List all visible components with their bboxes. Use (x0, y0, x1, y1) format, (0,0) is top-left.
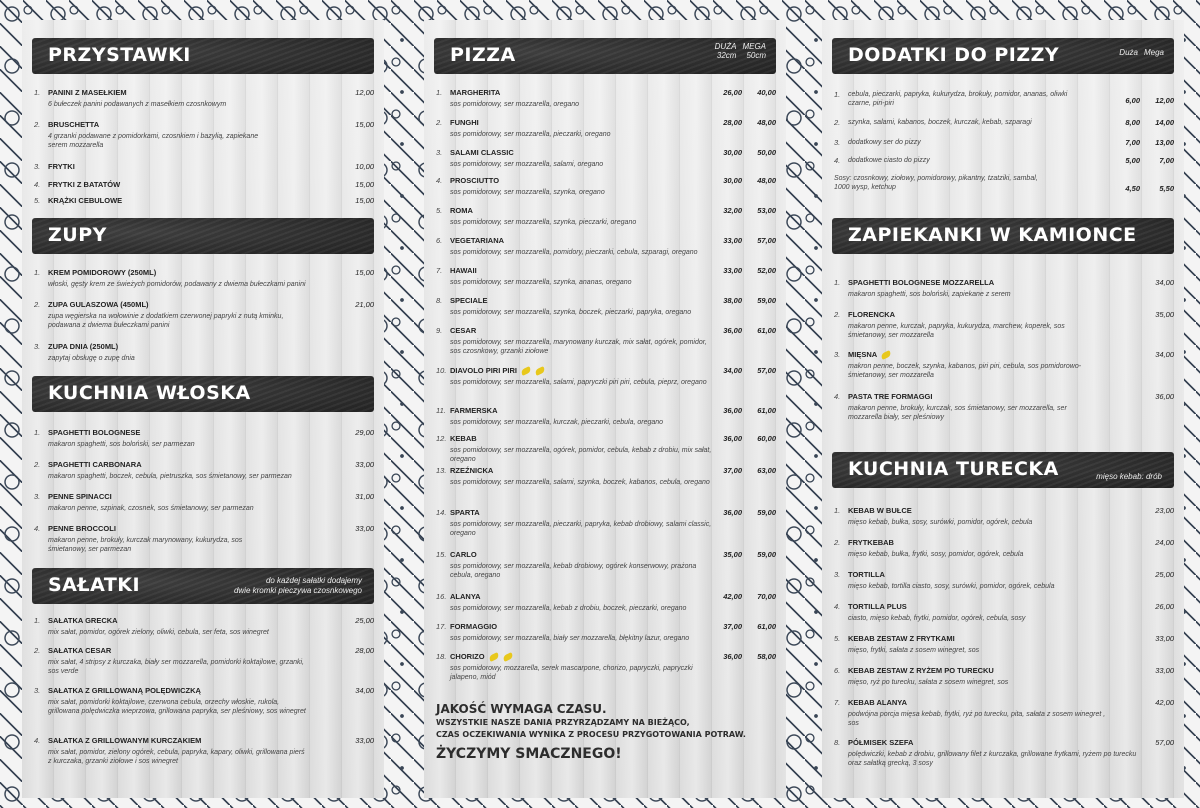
item-description: dodatkowe ciasto do pizzy (848, 157, 930, 164)
item-name: PASTA TRE FORMAGGI (848, 392, 933, 401)
size-label: Mega (1143, 48, 1164, 57)
section-title: KUCHNIA TURECKA (848, 458, 1059, 480)
item-price: 35,00 (1155, 310, 1174, 319)
price-mega: 53,00 (757, 206, 776, 215)
item-name-text: DIAVOLO PIRI PIRI (450, 366, 517, 375)
item-number: 6. (834, 666, 841, 675)
item-description: makron penne, boczek, szynka, kabanos, piri piri, cebula, sos pomidorowo-śmietanowy, ser mozzarella (848, 363, 1082, 379)
item-number: 2. (436, 118, 443, 127)
item-name-text: PROSCIUTTO (450, 176, 500, 185)
footer-slogan: ŻYCZYMY SMACZNEGO! (436, 746, 622, 762)
menu-panel-right (822, 20, 1184, 798)
item-name (450, 326, 476, 335)
item-description: sos pomidorowy, ser mozzarella, pieczarki, papryka, kebab drobiowy, salami classic, oregano (450, 521, 712, 537)
item-name-text: CESAR (450, 326, 477, 335)
item-price: 25,00 (355, 616, 374, 625)
item-name-text: MIĘSNA (848, 350, 878, 359)
item-number: 5. (34, 196, 41, 205)
item-number: 3. (34, 492, 41, 501)
item-price: 57,00 (1155, 738, 1174, 747)
item-name: ZUPA GULASZOWA (450ML) (48, 300, 149, 309)
section-header-kuchnia-wloska (32, 376, 374, 412)
item-description: sos pomidorowy, ser mozzarella, pomidory, pieczarki, cebula, szparagi, oregano (450, 249, 698, 256)
price-large: 35,00 (723, 550, 742, 559)
item-name (450, 406, 498, 415)
price-mega: 63,00 (757, 466, 776, 475)
item-description: makaron penne, brokuły, kurczak, sos śmietanowy, ser mozzarella, ser mozzarella biały, ser pleśniowy (848, 405, 1067, 421)
item-description: makaron penne, brokuły, kurczak marynowany, kukurydza, sos śmietanowy, ser parmezan (48, 537, 243, 553)
price-large: 37,00 (723, 622, 742, 631)
item-price: 34,00 (1155, 278, 1174, 287)
item-description: mix sałat, pomidor, ogórek zielony, oliwki, cebula, ser feta, sos winegret (48, 629, 269, 636)
item-name: PENNE BROCCOLI (48, 524, 116, 533)
price-mega: 52,00 (757, 266, 776, 275)
item-number: 1. (834, 90, 841, 99)
item-number: 1. (834, 506, 841, 515)
price-large: 36,00 (723, 326, 742, 335)
price-large: 33,00 (723, 236, 742, 245)
item-price: 15,00 (355, 180, 374, 189)
item-name (450, 266, 477, 275)
item-number: 11. (436, 406, 446, 415)
item-number: 3. (34, 162, 41, 171)
item-name-text: CHORIZO (450, 652, 485, 661)
price-mega: 7,00 (1159, 156, 1174, 165)
section-note: mięso kebab: drób (1096, 472, 1162, 481)
section-header-pizza (434, 38, 776, 74)
item-price: 42,00 (1155, 698, 1174, 707)
price-large: 30,00 (723, 148, 742, 157)
price-mega: 61,00 (757, 326, 776, 335)
item-name-text: FORMAGGIO (450, 622, 498, 631)
item-description: sos pomidorowy, ser mozzarella, salami, papryczki piri piri, cebula, pieprz, oregano (450, 379, 707, 386)
item-description: podwójna porcja mięsa kebab, frytki, ryż po turecku, pita, sałata z sosem winegret , sos (848, 711, 1106, 727)
item-name (450, 466, 493, 475)
item-description: zapytaj obsługę o zupę dnia (48, 355, 135, 362)
item-number: 5. (834, 634, 841, 643)
price-mega: 14,00 (1155, 118, 1174, 127)
size-label: MEGA (742, 42, 766, 51)
item-price: 29,00 (355, 428, 374, 437)
item-number: 4. (834, 156, 841, 165)
item-name: KEBAB ALANYA (848, 698, 908, 707)
size-label: Duża (1119, 48, 1138, 57)
item-description: sos pomidorowy, ser mozzarella, ogórek, pomidor, cebula, kebab z drobiu, mix sałat, oregano (450, 447, 712, 463)
item-number: 3. (34, 686, 41, 695)
item-name: FRYTKI Z BATATÓW (48, 180, 121, 189)
item-description: 4 grzanki podawane z pomidorkami, czosnkiem i bazylią, zapiekane serem mozzarella (48, 133, 259, 149)
item-number: 1. (34, 268, 41, 277)
item-description: ciasto, mięso kebab, frytki, pomidor, ogórek, cebula, sosy (848, 615, 1026, 622)
item-number: 14. (436, 508, 447, 517)
item-price: 21,00 (355, 300, 374, 309)
item-description: sos pomidorowy, ser mozzarella, szynka, ananas, oregano (450, 279, 632, 286)
item-name: PENNE SPINACCI (48, 492, 112, 501)
price-mega: 40,00 (757, 88, 776, 97)
item-name (848, 350, 891, 359)
section-title: PRZYSTAWKI (48, 44, 191, 66)
item-description: włoski, gęsty krem ze świeżych pomidorów, podawany z dwiema bułeczkami panini (48, 281, 306, 288)
item-name: FRYTKI (48, 162, 75, 171)
chili-icon (534, 366, 546, 376)
item-number: 3. (34, 342, 41, 351)
item-price: 33,00 (355, 524, 374, 533)
item-price: 28,00 (355, 646, 374, 655)
section-header-przystawki (32, 38, 374, 74)
item-description: sos pomidorowy, ser mozzarella, kurczak, pieczarki, cebula, oregano (450, 419, 664, 426)
item-description: sos pomidorowy, ser mozzarella, marynowany kurczak, mix sałat, ogórek, pomidor, sos czosnkowy, grzanki ziołowe (450, 339, 707, 355)
item-name (450, 592, 481, 601)
item-number: 2. (34, 460, 41, 469)
price-large: 8,00 (1125, 118, 1140, 127)
item-name: SAŁATKA Z GRILLOWANYM KURCZAKIEM (48, 736, 202, 745)
price-mega: 57,00 (757, 366, 776, 375)
item-description: sos pomidorowy, ser mozzarella, biały ser mozzarella, błękitny lazur, oregano (450, 635, 690, 642)
menu-panel-left (22, 20, 384, 798)
item-name-text: CARLO (450, 550, 477, 559)
price-large: 38,00 (723, 296, 742, 305)
item-number: 1. (436, 88, 443, 97)
item-name: ZUPA DNIA (250ML) (48, 342, 119, 351)
price-large: 5,00 (1125, 156, 1140, 165)
price-large: 26,00 (723, 88, 742, 97)
item-price: 33,00 (1155, 666, 1174, 675)
section-title: KUCHNIA WŁOSKA (48, 382, 251, 404)
sauces-description: Sosy: czosnkowy, ziołowy, pomidorowy, pikantny, tzatziki, sambal, 1000 wysp, ketchup (834, 175, 1038, 191)
item-number: 7. (834, 698, 841, 707)
item-description: dodatkowy ser do pizzy (848, 139, 921, 146)
item-name-text: FUNGHI (450, 118, 479, 127)
item-price: 34,00 (1155, 350, 1174, 359)
price-mega: 12,00 (1155, 96, 1174, 105)
item-number: 6. (436, 236, 443, 245)
item-description: mix sałat, pomidorki koktajlowe, czerwona cebula, orzechy włoskie, rukola, grillowana polędwiczka wieprzowa, grillowana papryka, ser pleśniowy, sos winegret (48, 699, 306, 715)
item-name: SPAGHETTI BOLOGNESE (48, 428, 141, 437)
footer-line: WSZYSTKIE NASZE DANIA PRZYRZĄDZAMY NA BIEŻĄCO, (436, 718, 690, 727)
item-name: BRUSCHETTA (48, 120, 100, 129)
price-mega: 59,00 (757, 508, 776, 517)
price-mega: 48,00 (757, 176, 776, 185)
chili-icon (880, 350, 892, 360)
item-name: SAŁATKA CESAR (48, 646, 112, 655)
item-name: KEBAB ZESTAW Z RYŻEM PO TURECKU (848, 666, 994, 675)
price-large: 36,00 (723, 508, 742, 517)
item-description: mięso kebab, bułka, frytki, sosy, pomidor, ogórek, cebula (848, 551, 1024, 558)
item-name (450, 236, 504, 245)
item-name: SAŁATKA GRECKA (48, 616, 118, 625)
price-large: 32,00 (723, 206, 742, 215)
item-number: 3. (834, 350, 841, 359)
item-number: 4. (34, 736, 41, 745)
price-mega: 58,00 (757, 652, 776, 661)
item-price: 25,00 (1155, 570, 1174, 579)
item-name: PANINI Z MASEŁKIEM (48, 88, 127, 97)
item-description: sos pomidorowy, ser mozzarella, kebab drobiowy, ogórek konserwowy, prażona cebula, oregano (450, 563, 697, 579)
item-name (450, 434, 477, 443)
item-name (450, 550, 477, 559)
item-name (450, 366, 545, 375)
item-description: makaron spaghetti, boczek, cebula, pietruszka, sos śmietanowy, ser parmezan (48, 473, 292, 480)
item-price: 23,00 (1155, 506, 1174, 515)
item-price: 10,00 (355, 162, 374, 171)
item-price: 33,00 (1155, 634, 1174, 643)
item-number: 16. (436, 592, 447, 601)
item-name: SPAGHETTI CARBONARA (48, 460, 142, 469)
price-mega: 13,00 (1155, 138, 1174, 147)
item-number: 4. (834, 602, 841, 611)
footer-headline: JAKOŚĆ WYMAGA CZASU. (436, 702, 607, 716)
price-large: 42,00 (723, 592, 742, 601)
section-header-zapiekanki (832, 218, 1174, 254)
item-number: 12. (436, 434, 447, 443)
item-number: 1. (834, 278, 841, 287)
size-header (1119, 48, 1164, 57)
section-header-zupy (32, 218, 374, 254)
note-line: do każdej sałatki dodajemy (265, 576, 362, 585)
item-description: mix sałat, 4 stripsy z kurczaka, biały ser mozzarella, pomidorki koktajlowe, grzanki, sos verde (48, 659, 304, 675)
note-line: dwie kromki pieczywa czosnkowego (233, 586, 362, 595)
section-header-kuchnia-turecka (832, 452, 1174, 488)
item-name: KREM POMIDOROWY (250ML) (48, 268, 157, 277)
price-large: 36,00 (723, 652, 742, 661)
item-description: sos pomidorowy, ser mozzarella, salami, oregano (450, 161, 604, 168)
item-number: 8. (436, 296, 443, 305)
price-mega: 48,00 (757, 118, 776, 127)
item-number: 10. (436, 366, 447, 375)
price-large: 34,00 (723, 366, 742, 375)
item-description: mięso kebab, tortilla ciasto, sosy, surówki, pomidor, ogórek, cebula (848, 583, 1055, 590)
item-price: 24,00 (1155, 538, 1174, 547)
item-number: 4. (436, 176, 443, 185)
item-name: KEBAB ZESTAW Z FRYTKAMI (848, 634, 955, 643)
item-description: zupa węgierska na wołowinie z dodatkiem czerwonej papryki z nutą kminku, podawana z dwiema bułeczkami panini (48, 313, 284, 329)
item-number: 1. (34, 428, 41, 437)
item-name-text: RZEŹNICKA (450, 466, 494, 475)
section-title: ZUPY (48, 224, 107, 246)
item-number: 17. (436, 622, 447, 631)
item-price: 33,00 (355, 736, 374, 745)
item-number: 3. (834, 570, 841, 579)
footer-line: CZAS OCZEKIWANIA WYNIKA Z PROCESU PRZYGOTOWANIA POTRAW. (436, 730, 746, 739)
item-name (450, 508, 480, 517)
item-name: PÓŁMISEK SZEFA (848, 738, 914, 747)
item-name (450, 652, 513, 661)
item-name-text: KEBAB (450, 434, 477, 443)
item-name-text: FARMERSKA (450, 406, 498, 415)
item-description: szynka, salami, kabanos, boczek, kurczak, kebab, szparagi (848, 119, 1032, 126)
item-number: 8. (834, 738, 841, 747)
item-description: makaron spaghetti, sos boloński, zapiekane z serem (848, 291, 1011, 298)
item-name-text: VEGETARIANA (450, 236, 505, 245)
item-name-text: MARGHERITA (450, 88, 501, 97)
item-price: 15,00 (355, 196, 374, 205)
price-large: 30,00 (723, 176, 742, 185)
item-number: 5. (436, 206, 443, 215)
price-large: 33,00 (723, 266, 742, 275)
section-title: ZAPIEKANKI W KAMIONCE (848, 224, 1137, 246)
item-name (450, 296, 488, 305)
section-header-salatki (32, 568, 374, 604)
price-mega: 60,00 (757, 434, 776, 443)
item-name (450, 88, 500, 97)
item-number: 9. (436, 326, 443, 335)
item-number: 3. (436, 148, 443, 157)
item-number: 7. (436, 266, 443, 275)
section-title: SAŁATKI (48, 574, 141, 596)
item-name-text: ALANYA (450, 592, 481, 601)
chili-icon (488, 652, 500, 662)
item-name (450, 622, 497, 631)
item-description: cebula, pieczarki, papryka, kukurydza, brokuły, pomidor, ananas, oliwki czarne, piri-piri (848, 91, 1068, 107)
item-description: makaron spaghetti, sos boloński, ser parmezan (48, 441, 195, 448)
item-name: SAŁATKA Z GRILLOWANĄ POLĘDWICZKĄ (48, 686, 201, 695)
item-number: 4. (834, 392, 841, 401)
item-name: FRYTKEBAB (848, 538, 894, 547)
item-price: 36,00 (1155, 392, 1174, 401)
item-description: mięso, ryż po turecku, sałata z sosem winegret, sos (848, 679, 1009, 686)
item-number: 2. (834, 118, 841, 127)
item-name (450, 176, 499, 185)
price-mega: 70,00 (757, 592, 776, 601)
price-mega: 5,50 (1159, 184, 1174, 193)
item-number: 4. (34, 180, 41, 189)
item-number: 15. (436, 550, 447, 559)
size-label: DUŻA (714, 42, 737, 51)
item-price: 31,00 (355, 492, 374, 501)
item-name-text: SALAMI CLASSIC (450, 148, 514, 157)
item-description: polędwiczki, kebab z drobiu, grillowany filet z kurczaka, grillowane frytkami, ryżem po turecku oraz sałatką grecką, 3 sosy (848, 751, 1137, 767)
size-cm: 50cm (746, 51, 766, 60)
item-name-text: HAWAII (450, 266, 477, 275)
item-name-text: ROMA (450, 206, 473, 215)
item-description: sos pomidorowy, ser mozzarella, szynka, oregano (450, 189, 605, 196)
item-description: makaron penne, szpinak, czosnek, sos śmietanowy, ser parmezan (48, 505, 254, 512)
item-number: 13. (436, 466, 447, 475)
item-number: 1. (34, 88, 41, 97)
item-name (450, 118, 479, 127)
item-description: sos pomidorowy, ser mozzarella, salami, szynka, boczek, kabanos, cebula, oregano (450, 479, 710, 486)
item-number: 1. (34, 616, 41, 625)
section-note (234, 576, 362, 596)
item-description: sos pomidorowy, ser mozzarella, kebab z drobiu, boczek, pieczarki, oregano (450, 605, 687, 612)
item-name: TORTILLA PLUS (848, 602, 907, 611)
price-large: 36,00 (723, 434, 742, 443)
item-number: 18. (436, 652, 447, 661)
item-name (450, 148, 514, 157)
price-large: 7,00 (1125, 138, 1140, 147)
item-name: KEBAB W BUŁCE (848, 506, 912, 515)
price-large: 28,00 (723, 118, 742, 127)
item-price: 15,00 (355, 268, 374, 277)
price-large: 36,00 (723, 406, 742, 415)
item-description: sos pomidorowy, ser mozzarella, szynka, boczek, pieczarki, papryka, oregano (450, 309, 692, 316)
item-number: 2. (34, 300, 41, 309)
chili-icon (502, 652, 514, 662)
item-name: TORTILLA (848, 570, 885, 579)
item-name (450, 206, 473, 215)
price-large: 4,50 (1125, 184, 1140, 193)
price-mega: 61,00 (757, 622, 776, 631)
size-header (715, 42, 766, 60)
item-price: 12,00 (355, 88, 374, 97)
item-number: 2. (34, 646, 41, 655)
price-large: 37,00 (723, 466, 742, 475)
item-name: FLORENCKA (848, 310, 896, 319)
item-number: 2. (834, 310, 841, 319)
section-title: PIZZA (450, 44, 516, 66)
item-description: mięso kebab, bułka, sosy, surówki, pomidor, ogórek, cebula (848, 519, 1033, 526)
price-large: 6,00 (1125, 96, 1140, 105)
item-number: 2. (34, 120, 41, 129)
chili-icon (520, 366, 532, 376)
price-mega: 57,00 (757, 236, 776, 245)
price-mega: 59,00 (757, 550, 776, 559)
item-name-text: SPECIALE (450, 296, 488, 305)
item-description: sos pomidorowy, ser mozzarella, oregano (450, 101, 580, 108)
price-mega: 50,00 (757, 148, 776, 157)
price-mega: 61,00 (757, 406, 776, 415)
item-description: sos pomidorowy, ser mozzarella, pieczarki, oregano (450, 131, 611, 138)
item-number: 4. (34, 524, 41, 533)
item-description: mięso, frytki, sałata z sosem winegret, sos (848, 647, 980, 654)
item-description: 6 bułeczek panini podawanych z masełkiem czosnkowym (48, 101, 227, 108)
section-title: DODATKI DO PIZZY (848, 44, 1060, 66)
section-header-dodatki (832, 38, 1174, 74)
item-description: makaron penne, kurczak, papryka, kukurydza, marchew, koperek, sos śmietanowy, ser mozzarella (848, 323, 1065, 339)
item-number: 3. (834, 138, 841, 147)
item-price: 33,00 (355, 460, 374, 469)
item-description: sos pomidorowy, mozzarella, serek mascarpone, chorizo, papryczki, papryczki jalapeno, miód (450, 665, 693, 681)
item-price: 26,00 (1155, 602, 1174, 611)
item-name: SPAGHETTI BOLOGNESE MOZZARELLA (848, 278, 995, 287)
item-price: 34,00 (355, 686, 374, 695)
item-number: 2. (834, 538, 841, 547)
menu-panel-pizza (424, 20, 786, 798)
size-cm: 32cm (716, 51, 737, 60)
price-mega: 59,00 (757, 296, 776, 305)
item-name: KRĄŻKI CEBULOWE (48, 196, 123, 205)
item-price: 15,00 (355, 120, 374, 129)
item-description: sos pomidorowy, ser mozzarella, szynka, pieczarki, oregano (450, 219, 637, 226)
item-description: mix sałat, pomidor, zielony ogórek, cebula, papryka, kapary, oliwki, grillowana pierś z kurczaka, grzanki ziołowe i sos winegret (48, 749, 305, 765)
item-name-text: SPARTA (450, 508, 480, 517)
